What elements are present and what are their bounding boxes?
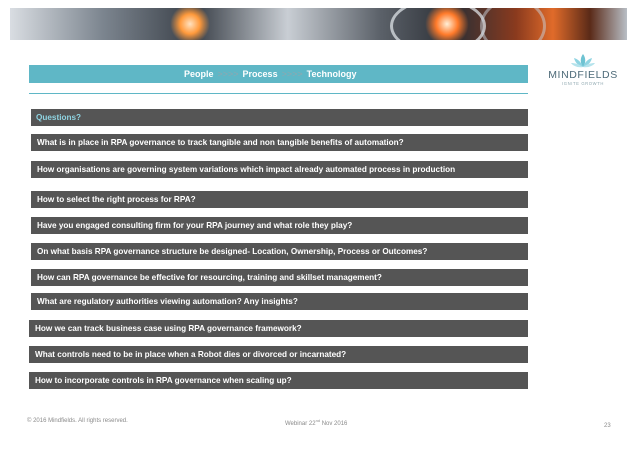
nav-separator: >>>> (217, 69, 239, 79)
nav-people: People (184, 69, 214, 79)
nav-process: Process (242, 69, 278, 79)
divider-line (29, 93, 528, 94)
mindfields-logo (537, 53, 629, 93)
questions-heading: Questions? (31, 109, 528, 126)
question-item: Have you engaged consulting firm for your RPA journey and what role they play? (31, 217, 528, 234)
copyright-text: © 2016 Mindfields. All rights reserved. (27, 418, 128, 424)
logo-tagline: IGNITE GROWTH (562, 81, 604, 86)
question-item: What are regulatory authorities viewing automation? Any insights? (31, 293, 528, 310)
question-item: What controls need to be in place when a Robot dies or divorced or incarnated? (29, 346, 528, 363)
question-item: How to incorporate controls in RPA governance when scaling up? (29, 372, 528, 389)
logo-name: MINDFIELDS (548, 69, 618, 81)
lotus-icon (570, 53, 596, 69)
nav-technology: Technology (306, 69, 357, 79)
nav-bar (29, 65, 528, 83)
question-item: How we can track business case using RPA governance framework? (29, 320, 528, 337)
nav-separator: >>>> (281, 69, 303, 79)
question-item: On what basis RPA governance structure be designed- Location, Ownership, Process or Outcomes? (31, 243, 528, 260)
header-banner-image (10, 8, 627, 40)
question-item: How can RPA governance be effective for resourcing, training and skillset management? (31, 269, 528, 286)
question-item: How to select the right process for RPA? (31, 191, 528, 208)
question-item: What is in place in RPA governance to track tangible and non tangible benefits of automation? (31, 134, 528, 151)
page-number: 23 (604, 423, 611, 429)
question-item: How organisations are governing system variations which impact already automated process in production (31, 161, 528, 178)
webinar-date: Webinar 22nd Nov 2016 (285, 418, 348, 427)
